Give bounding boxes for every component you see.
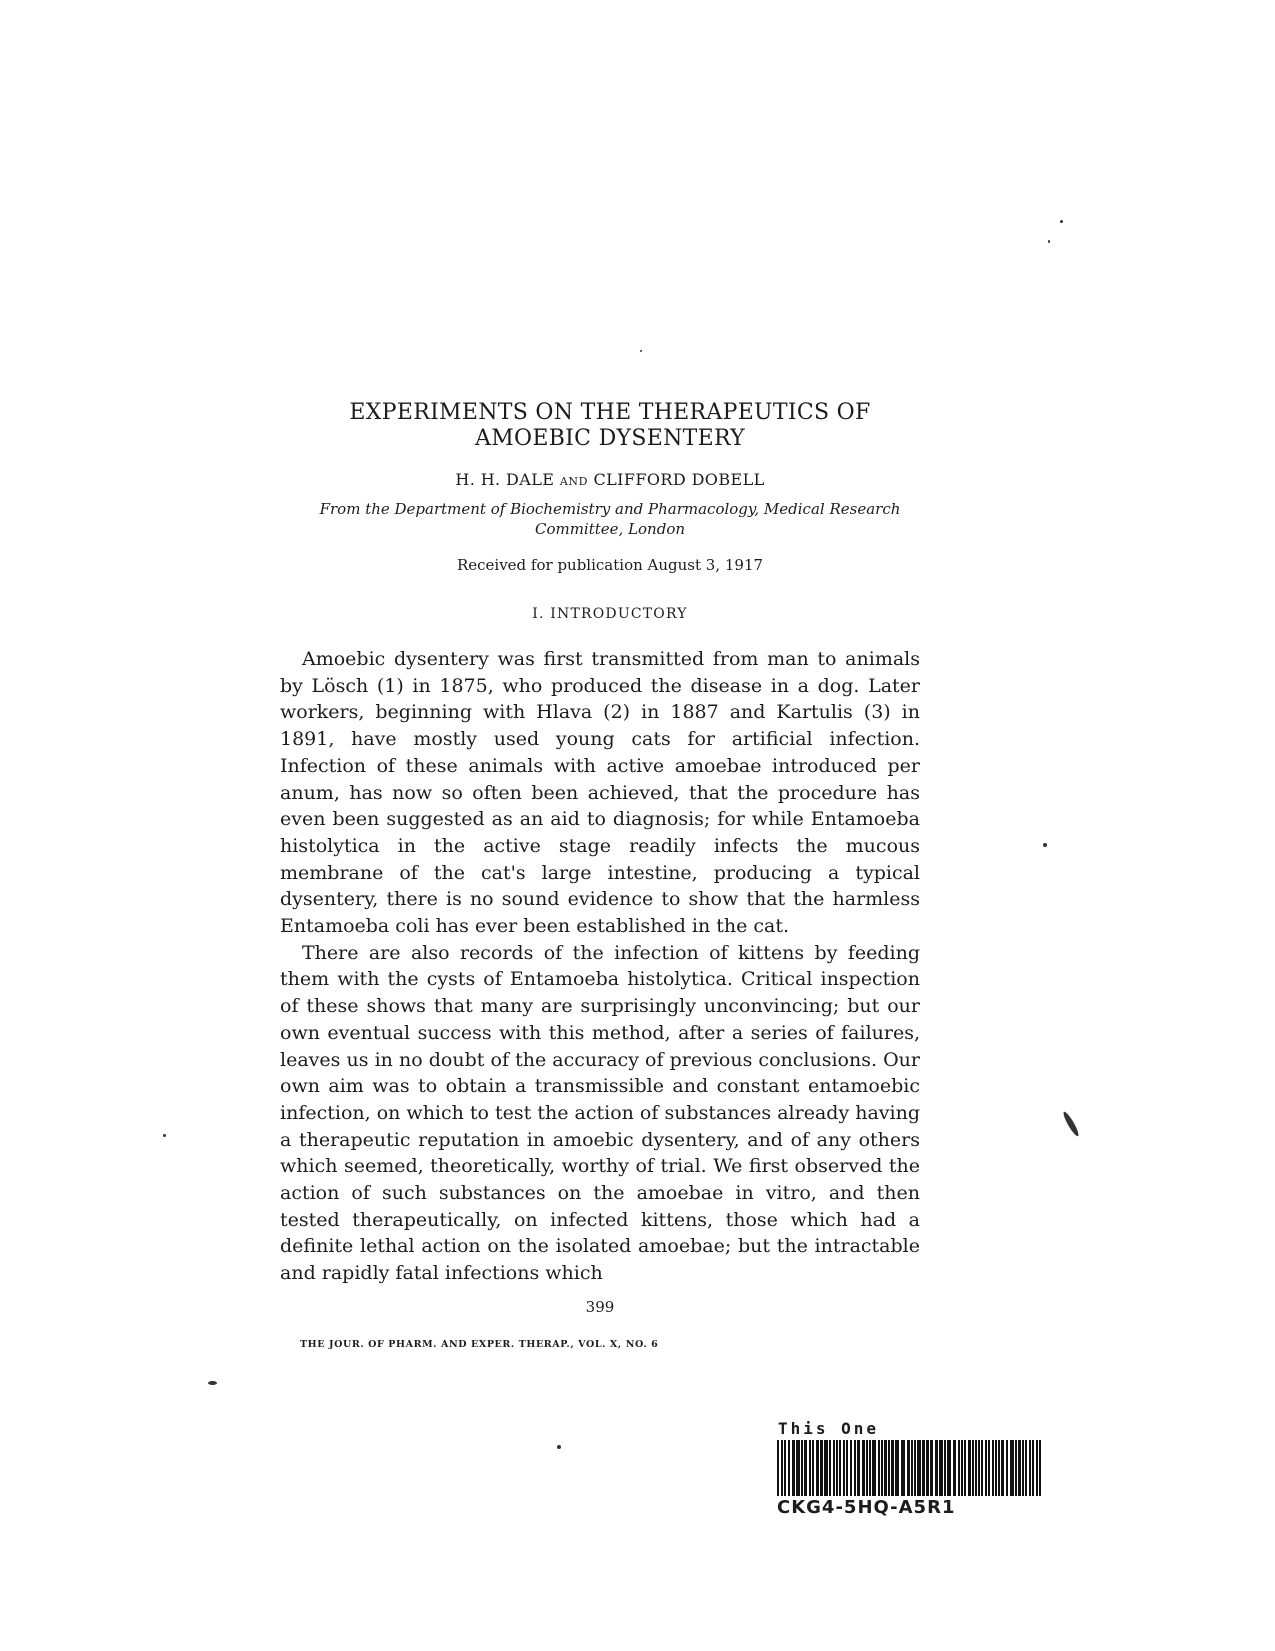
affiliation-line-1: From the Department of Biochemistry and Pharmacology, Medical Research — [319, 500, 901, 518]
barcode-bar — [839, 1440, 841, 1496]
barcode-bar — [788, 1440, 790, 1496]
barcode-bar — [833, 1440, 835, 1496]
paragraph-1: Amoebic dysentery was first transmitted from man to animals by Lösch (1) in 1875, who produced the disease in a dog. Later workers, beginning with Hlava (2) in 1887 and Kartulis (3) in 1891, have mostly used young cats for artificial infection. Infection of these animals with active amoebae introduced per anum, has now so often been achieved, that the procedure has even been suggested as an aid to diagnosis; for while Entamoeba histolytica in the active stage readily infects the mucous membrane of the cat's large intestine, producing a typical dysentery, there is no sound evidence to show that the harmless Entamoeba coli has ever been established in the cat. — [280, 648, 920, 938]
barcode-bar — [1001, 1440, 1004, 1496]
scan-speck — [1048, 240, 1050, 243]
barcode-bar — [804, 1440, 807, 1496]
scan-speck — [640, 350, 642, 352]
barcode-bar — [829, 1440, 831, 1496]
barcode-graphic — [777, 1440, 1042, 1496]
barcode-bar — [792, 1440, 795, 1496]
barcode-bar — [872, 1440, 876, 1496]
barcode-bar — [972, 1440, 974, 1496]
barcode-bar — [854, 1440, 856, 1496]
barcode-bar — [801, 1440, 803, 1496]
barcode-bar — [781, 1440, 783, 1496]
barcode-bar — [1022, 1440, 1024, 1496]
affiliation-line-2: Committee, London — [534, 520, 686, 538]
barcode-bar — [1015, 1440, 1017, 1496]
barcode-bar — [836, 1440, 838, 1496]
barcode-bar — [978, 1440, 980, 1496]
article-title — [250, 400, 970, 452]
barcode-bar — [846, 1440, 848, 1496]
barcode-bar — [944, 1440, 946, 1496]
barcode-bar — [985, 1440, 987, 1496]
barcode-bar — [1006, 1440, 1008, 1496]
barcode-bar — [881, 1440, 883, 1496]
barcode-bar — [958, 1440, 960, 1496]
scan-speck — [163, 1134, 166, 1137]
barcode-bar — [922, 1440, 925, 1496]
barcode-bar — [850, 1440, 852, 1496]
barcode-bar — [820, 1440, 823, 1496]
barcode-bar — [926, 1440, 929, 1496]
barcode-bar — [992, 1440, 994, 1496]
barcode-bar — [981, 1440, 983, 1496]
author-2: CLIFFORD DOBELL — [593, 470, 765, 489]
barcode-bar — [809, 1440, 811, 1496]
scan-speck — [208, 1381, 217, 1385]
barcode-bar — [878, 1440, 880, 1496]
barcode-bar — [891, 1440, 894, 1496]
barcode-bar — [784, 1440, 786, 1496]
barcode-bar — [862, 1440, 865, 1496]
page-number: 399 — [585, 1298, 615, 1316]
scan-speck — [557, 1445, 561, 1449]
title-line-1: EXPERIMENTS ON THE THERAPEUTICS OF — [349, 400, 871, 425]
scan-speck — [1061, 1110, 1080, 1137]
received-date: Received for publication August 3, 1917 — [456, 556, 764, 574]
affiliation — [290, 499, 930, 539]
barcode-bar — [961, 1440, 963, 1496]
scan-speck — [1043, 843, 1047, 847]
author-line — [250, 470, 970, 489]
title-line-2: AMOEBIC DYSENTERY — [475, 426, 745, 451]
barcode-bar — [1039, 1440, 1041, 1496]
barcode-bar — [1032, 1440, 1034, 1496]
barcode-bar — [901, 1440, 905, 1496]
scan-speck — [1060, 220, 1063, 223]
library-stamp-label: This One — [778, 1419, 880, 1438]
barcode-bar — [816, 1440, 819, 1496]
barcode-bar — [824, 1440, 828, 1496]
barcode-bar — [888, 1440, 890, 1496]
barcode-bar — [796, 1440, 800, 1496]
barcode-bar — [857, 1440, 860, 1496]
body-text — [280, 646, 920, 1287]
barcode-bar — [866, 1440, 868, 1496]
barcode-bar — [939, 1440, 943, 1496]
barcode-bar — [884, 1440, 887, 1496]
barcode-id: CKG4-5HQ-A5R1 — [777, 1497, 956, 1518]
barcode-bar — [1029, 1440, 1031, 1496]
barcode-bar — [907, 1440, 910, 1496]
barcode-bar — [953, 1440, 956, 1496]
barcode-bar — [843, 1440, 845, 1496]
section-heading: I. INTRODUCTORY — [532, 606, 688, 622]
barcode-bar — [995, 1440, 997, 1496]
author-1: H. H. DALE — [455, 470, 555, 489]
barcode-bar — [895, 1440, 899, 1496]
barcode-bar — [917, 1440, 921, 1496]
barcode-bar — [930, 1440, 933, 1496]
barcode-bar — [869, 1440, 871, 1496]
barcode-bar — [1036, 1440, 1038, 1496]
barcode-bar — [975, 1440, 977, 1496]
barcode-bar — [998, 1440, 1000, 1496]
barcode-bar — [935, 1440, 938, 1496]
barcode-bar — [1025, 1440, 1027, 1496]
barcode-bar — [1010, 1440, 1014, 1496]
barcode-bar — [947, 1440, 951, 1496]
paragraph-2: There are also records of the infection of kittens by feeding them with the cysts of Entamoeba histolytica. Critical inspection of these shows that many are surprisingly unconvincing; but our own eventual success with this method, after a series of failures, leaves us in no doubt of the accuracy of previous conclusions. Our own aim was to obtain a transmissible and constant entamoebic infection, on which to test the action of substances already having a therapeutic reputation in amoebic dysentery, and of any others which seemed, theoretically, worthy of trial. We first observed the action of such substances on the amoebae in vitro, and then tested therapeutically, on infected kittens, those which had a definite lethal action on the isolated amoebae; but the intractable and rapidly fatal infections which — [280, 941, 920, 1285]
barcode-bar — [812, 1440, 814, 1496]
barcode-bar — [988, 1440, 990, 1496]
barcode-bar — [968, 1440, 971, 1496]
journal-reference: THE JOUR. OF PHARM. AND EXPER. THERAP., VOL. X, NO. 6 — [300, 1339, 659, 1350]
author-conjunction: AND — [559, 475, 589, 488]
barcode-bar — [911, 1440, 913, 1496]
barcode-bar — [1018, 1440, 1021, 1496]
barcode-bar — [914, 1440, 916, 1496]
barcode-bar — [777, 1440, 779, 1496]
barcode-bar — [964, 1440, 966, 1496]
